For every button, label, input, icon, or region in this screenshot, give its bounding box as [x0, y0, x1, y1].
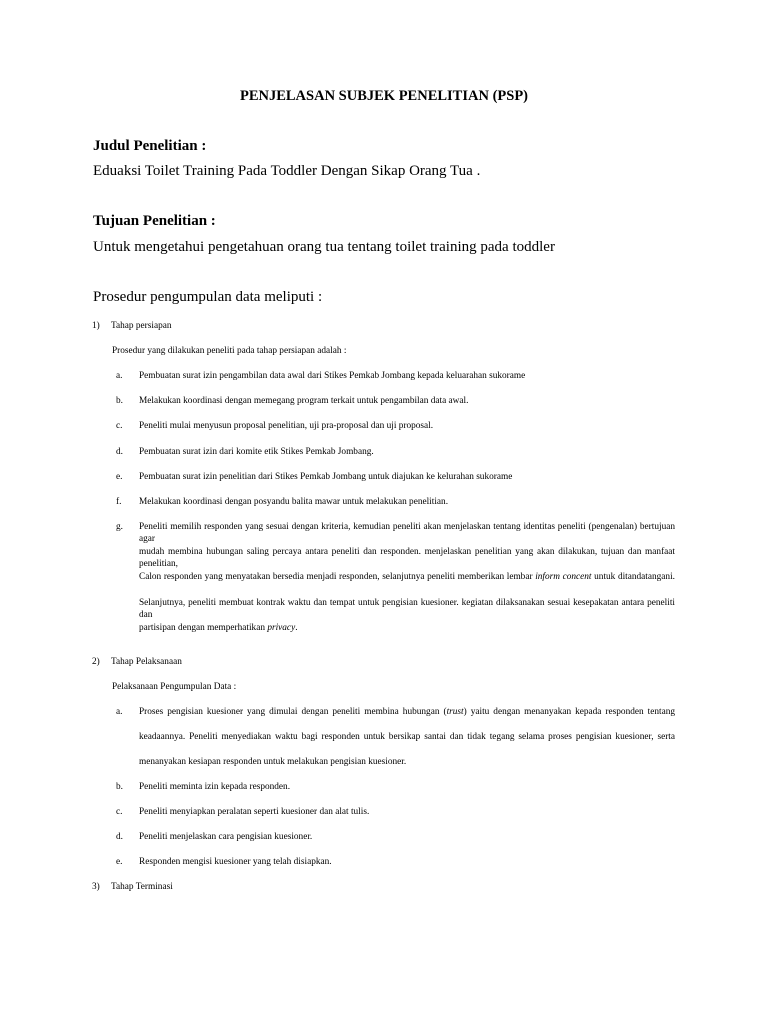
text-segment: .	[295, 623, 298, 633]
italic-term: trust	[446, 707, 464, 717]
tujuan-text: Untuk mengetahui pengetahuan orang tua tentang toilet training pada toddler	[93, 239, 555, 255]
list-item: Peneliti mulai menyusun proposal penelitian, uji pra-proposal dan uji proposal.	[139, 421, 434, 431]
list-item: Pembuatan surat izin penelitian dari Stikes Pemkab Jombang untuk diajukan ke kelurahan sukorame	[139, 472, 513, 482]
text-segment: Calon responden yang menyatakan bersedia menjadi responden, selanjutnya peneliti memberikan lembar	[139, 572, 533, 582]
text-segment: untuk ditandatangani.	[594, 572, 675, 582]
list-item-label: b.	[116, 782, 123, 792]
list-item-label: d.	[116, 447, 123, 457]
list-item: Pembuatan surat izin pengambilan data awal dari Stikes Pemkab Jombang kepada keluarahan sukorame	[139, 371, 526, 381]
list-item-label: d.	[116, 832, 123, 842]
list-item-label: a.	[116, 707, 123, 717]
list-item: Pembuatan surat izin dari komite etik Stikes Pemkab Jombang.	[139, 447, 374, 457]
text-segment: ) yaitu dengan menanyakan kepada responden tentang	[463, 707, 675, 717]
section-title: Tahap Pelaksanaan	[111, 657, 182, 667]
list-item-line: menanyakan kesiapan responden untuk melakukan pengisian kuesioner.	[139, 757, 407, 767]
list-item-label: a.	[116, 371, 123, 381]
text-segment: partisipan dengan memperhatikan	[139, 623, 265, 633]
italic-term: privacy	[267, 623, 296, 633]
prosedur-heading: Prosedur pengumpulan data meliputi :	[93, 289, 323, 305]
section-title: Tahap persiapan	[111, 321, 172, 331]
list-item-label: e.	[116, 472, 123, 482]
tujuan-heading: Tujuan Penelitian :	[93, 213, 216, 229]
list-item-label: e.	[116, 857, 123, 867]
list-item-line: mudah membina hubungan saling percaya antara peneliti dan responden. menjelaskan penelitian yang akan dilakukan, tujuan dan manfaat penelitian,	[139, 547, 675, 569]
section-number: 3)	[92, 882, 100, 892]
judul-text: Eduaksi Toilet Training Pada Toddler Dengan Sikap Orang Tua .	[93, 163, 481, 179]
list-item-label: f.	[116, 497, 122, 507]
list-item-label: g.	[116, 522, 123, 532]
list-item: Responden mengisi kuesioner yang telah disiapkan.	[139, 857, 332, 867]
section-title: Tahap Terminasi	[111, 882, 173, 892]
section-intro: Pelaksanaan Pengumpulan Data :	[112, 682, 237, 692]
list-item-line	[139, 622, 675, 634]
list-item: Peneliti menyiapkan peralatan seperti kuesioner dan alat tulis.	[139, 807, 370, 817]
section-number: 2)	[92, 657, 100, 667]
section-intro: Prosedur yang dilakukan peneliti pada tahap persiapan adalah :	[112, 346, 347, 356]
list-item-line: Selanjutnya, peneliti membuat kontrak waktu dan tempat untuk pengisian kuesioner. kegiatan dilaksanakan sesuai kesepakatan antara peneliti dan	[139, 598, 675, 620]
list-item-label: b.	[116, 396, 123, 406]
text-segment: Proses pengisian kuesioner yang dimulai dengan peneliti membina hubungan (	[139, 707, 447, 717]
list-item-line: Peneliti memilih responden yang sesuai dengan kriteria, kemudian peneliti akan menjelaskan tentang identitas peneliti (pengenalan) bertujuan agar	[139, 522, 675, 544]
list-item-label: c.	[116, 421, 123, 431]
section-number: 1)	[92, 321, 100, 331]
document-title: PENJELASAN SUBJEK PENELITIAN (PSP)	[239, 88, 529, 104]
list-item: Peneliti menjelaskan cara pengisian kuesioner.	[139, 832, 313, 842]
list-item: Melakukan koordinasi dengan memegang program terkait untuk pengambilan data awal.	[139, 396, 469, 406]
list-item-line: keadaannya. Peneliti menyediakan waktu bagi responden untuk bersikap santai dan tidak tegang selama proses pengisian kuesioner, serta	[139, 732, 675, 742]
list-item-label: c.	[116, 807, 123, 817]
judul-heading: Judul Penelitian :	[93, 138, 207, 154]
list-item: Melakukan koordinasi dengan posyandu balita mawar untuk melakukan penelitian.	[139, 497, 449, 507]
list-item-line	[139, 706, 675, 718]
list-item-line	[139, 571, 675, 583]
list-item: Peneliti meminta izin kepada responden.	[139, 782, 291, 792]
italic-term: inform concent	[535, 572, 592, 582]
